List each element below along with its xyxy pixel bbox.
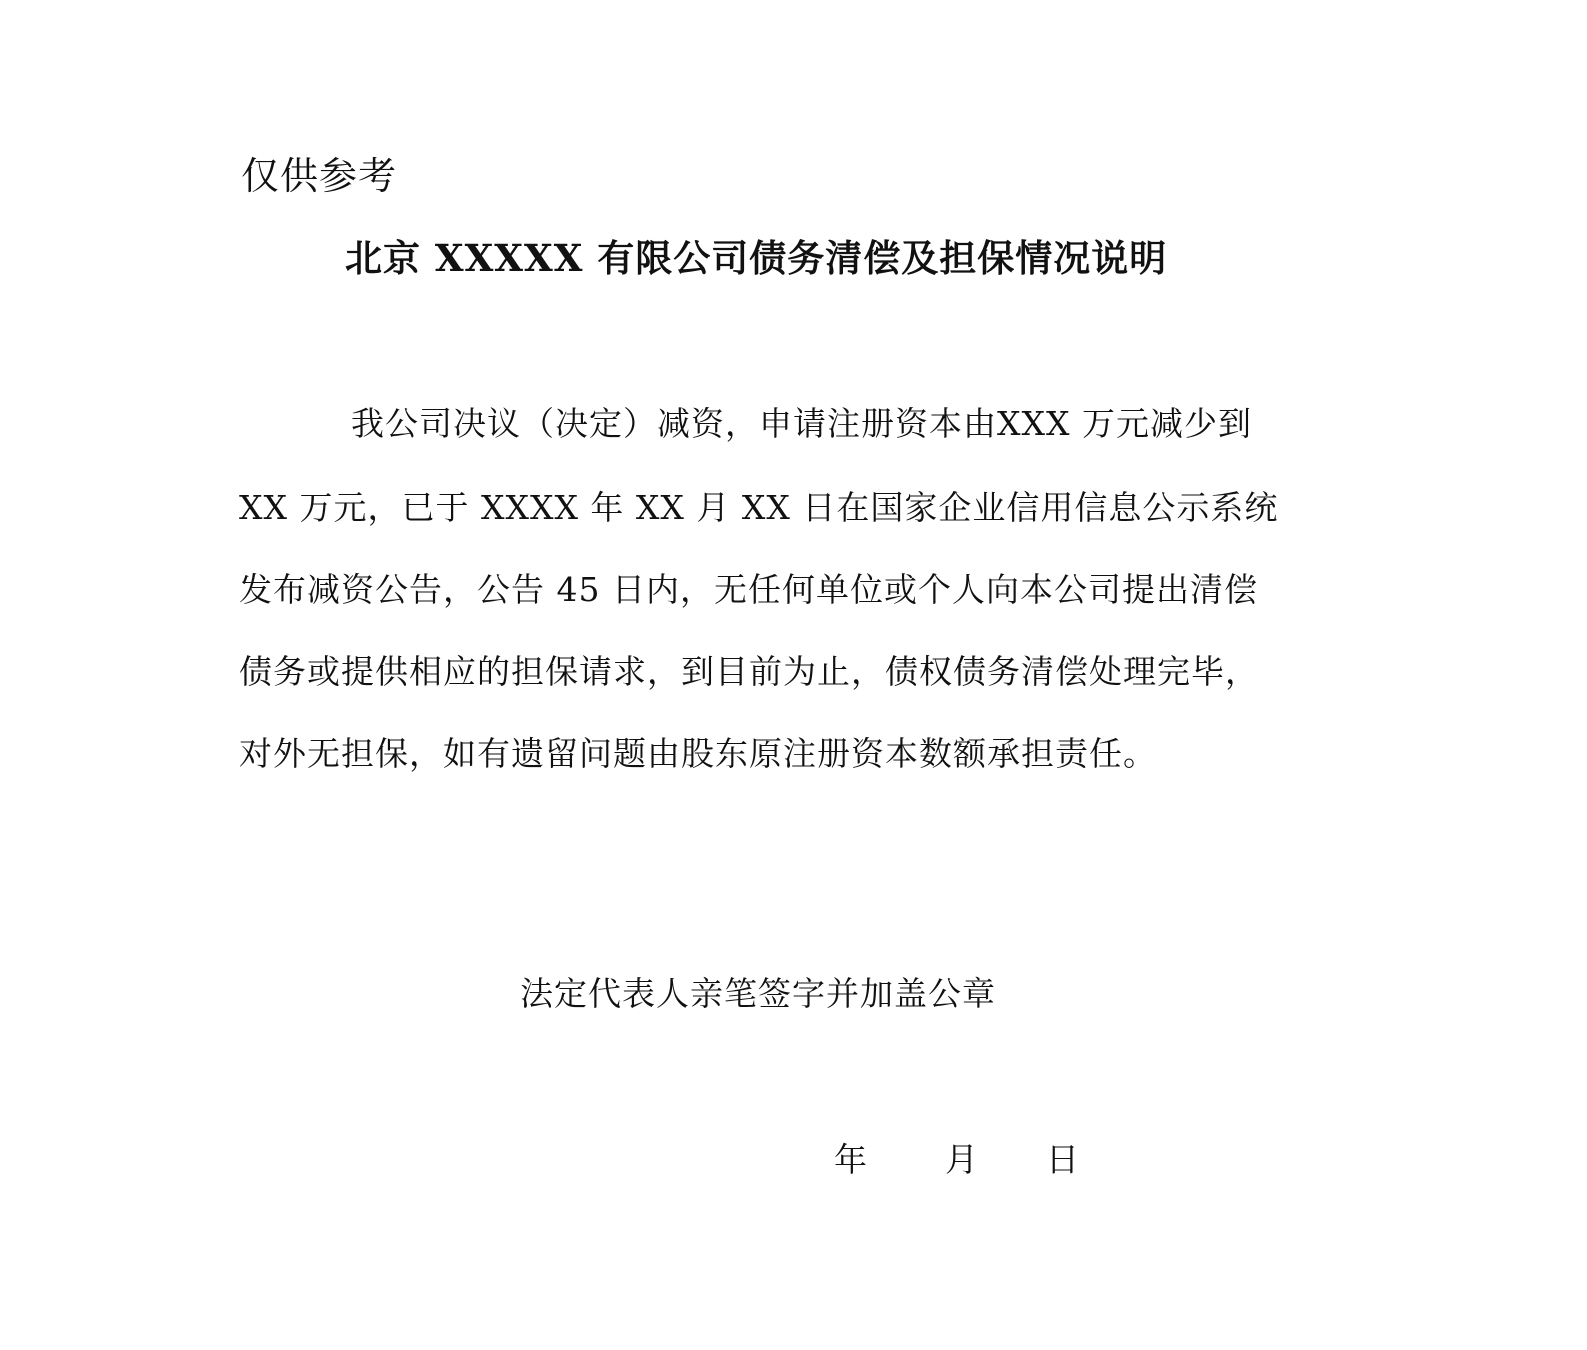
body-line-2: XX 万元，已于 XXXX 年 XX 月 XX 日在国家企业信用信息公示系统 [239, 488, 1279, 527]
body-line-1: 我公司决议（决定）减资，申请注册资本由XXX 万元减少到 [351, 404, 1252, 443]
date-month-label: 月 [945, 1140, 978, 1179]
date-day-label: 日 [1046, 1140, 1079, 1179]
signature-note: 法定代表人亲笔签字并加盖公章 [520, 974, 996, 1013]
reference-note: 仅供参考 [241, 154, 398, 198]
body-line-3: 发布减资公告，公告 45 日内，无任何单位或个人向本公司提出清偿 [239, 570, 1258, 609]
document-title: 北京 XXXXX 有限公司债务清偿及担保情况说明 [345, 236, 1168, 280]
body-line-4: 债务或提供相应的担保请求，到目前为止，债权债务清偿处理完毕， [239, 652, 1259, 691]
body-line-5: 对外无担保，如有遗留问题由股东原注册资本数额承担责任。 [239, 734, 1157, 773]
date-year-label: 年 [834, 1140, 867, 1179]
